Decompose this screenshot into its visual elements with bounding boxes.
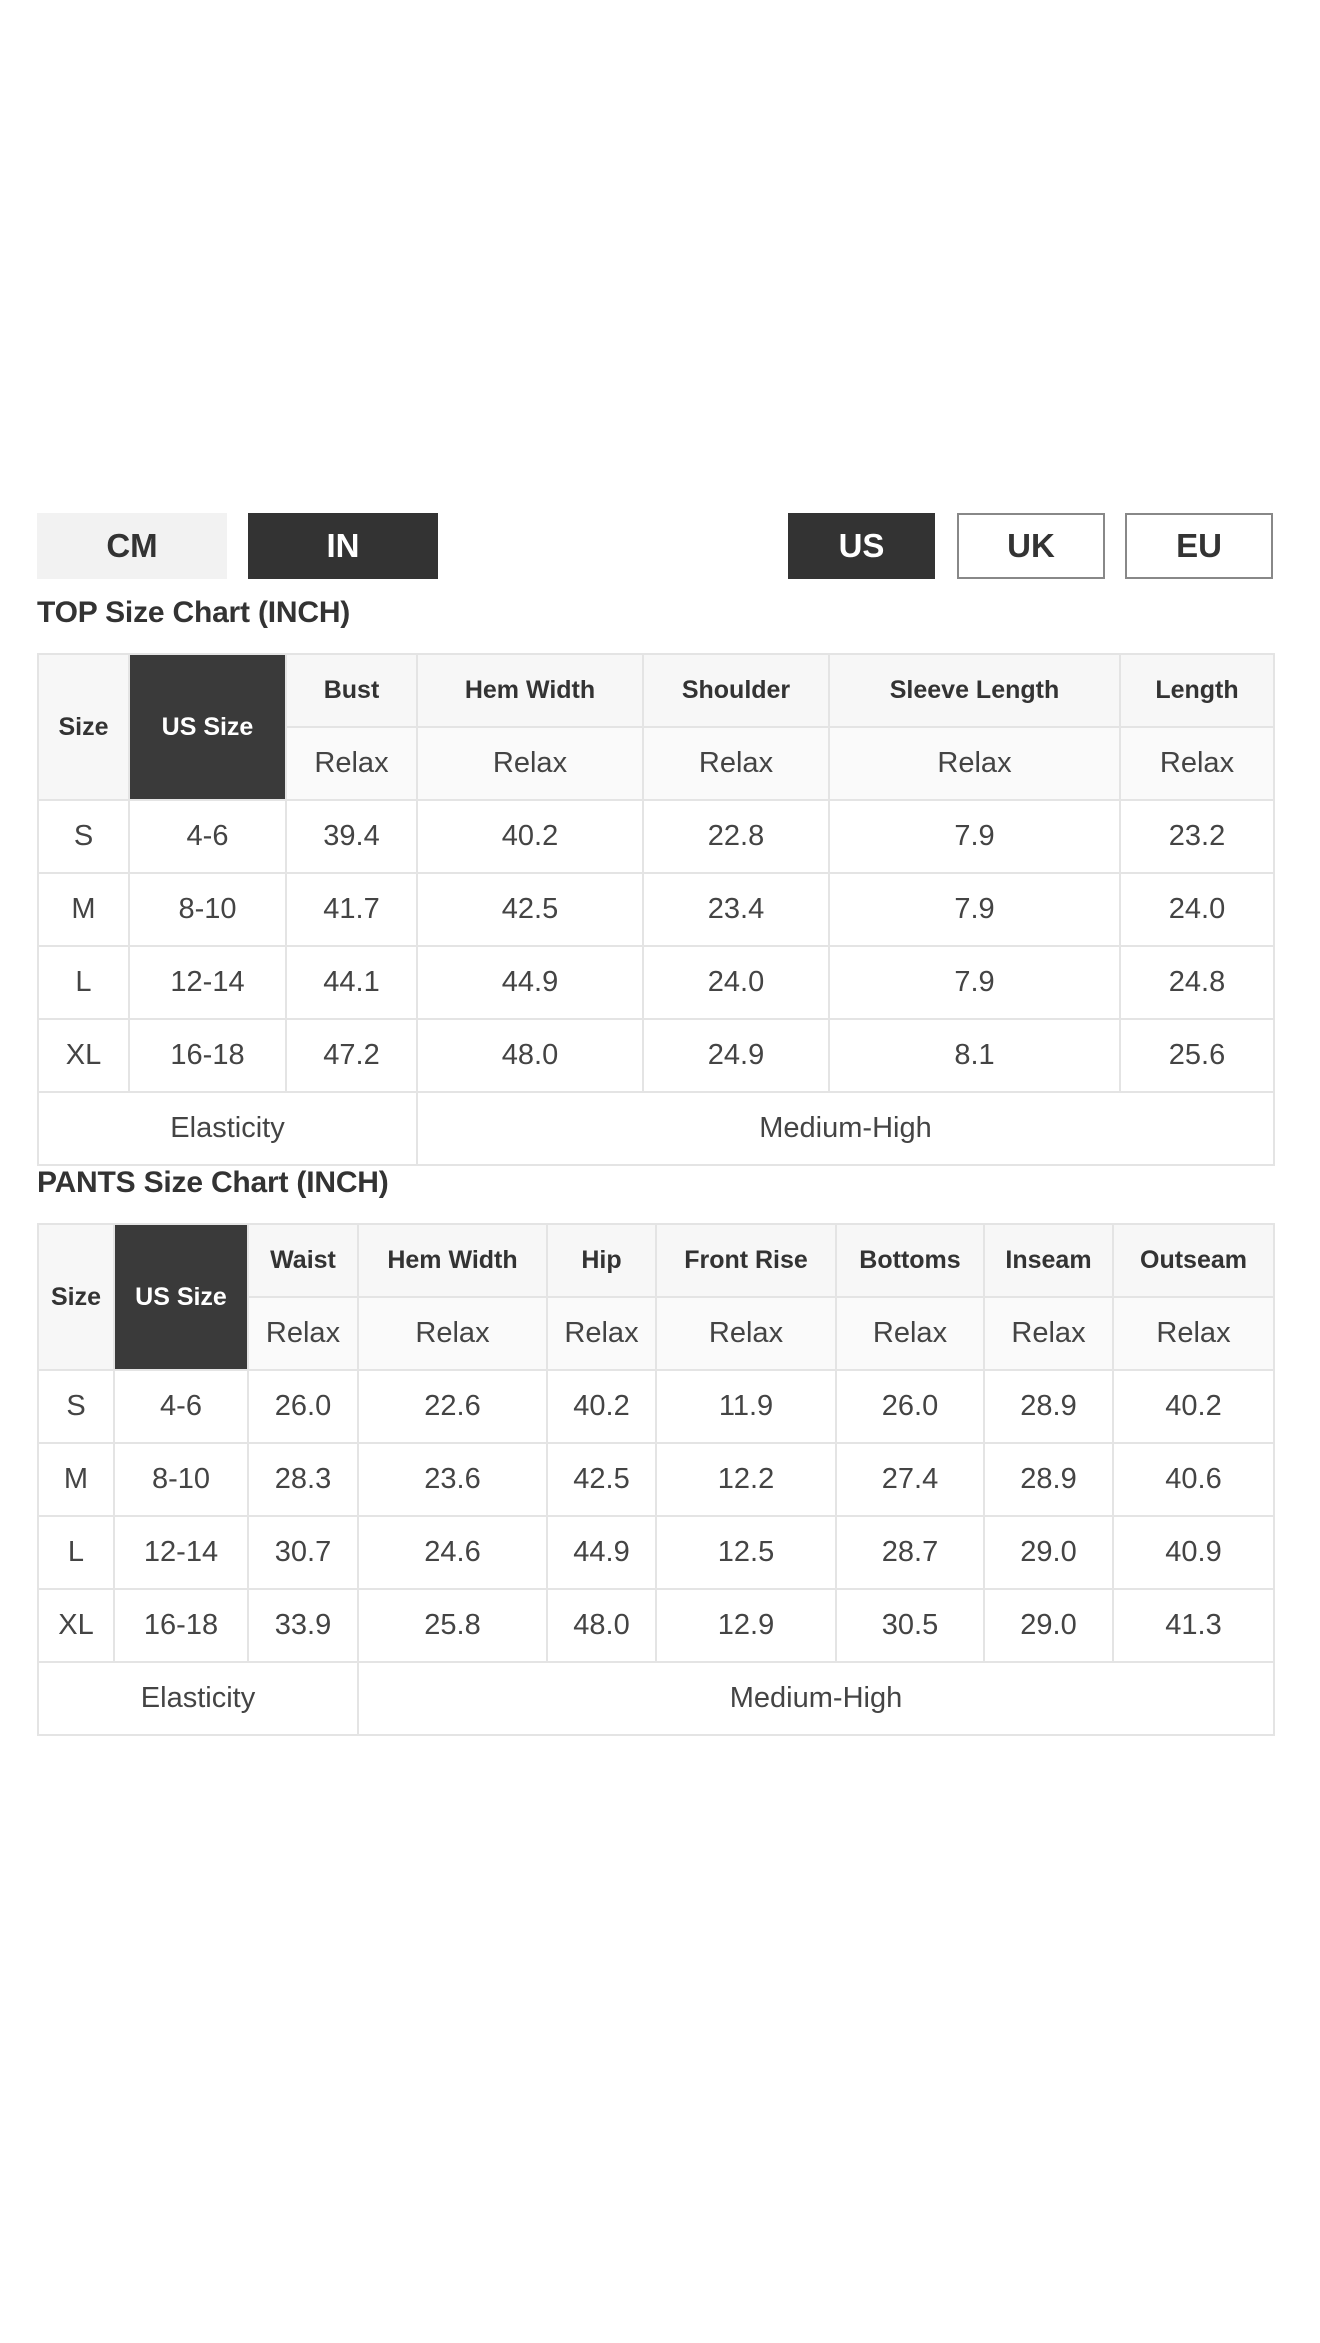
measurement-cell: 28.9: [984, 1370, 1113, 1443]
measurement-cell: 28.3: [248, 1443, 358, 1516]
measurement-cell: 7.9: [829, 873, 1120, 946]
table-row: [38, 1516, 1274, 1589]
fit-label-cell: Relax: [1120, 727, 1274, 800]
measurement-cell: 23.6: [358, 1443, 547, 1516]
elasticity-label: Elasticity: [38, 1662, 358, 1735]
size-cell: L: [38, 946, 129, 1019]
pants-chart-title: PANTS Size Chart (INCH): [37, 1166, 389, 1199]
measurement-cell: 24.8: [1120, 946, 1274, 1019]
size-cell: XL: [38, 1589, 114, 1662]
region-us-button[interactable]: US: [788, 513, 935, 579]
measurement-cell: 12.2: [656, 1443, 836, 1516]
measurement-cell: 28.9: [984, 1443, 1113, 1516]
region-uk-button[interactable]: UK: [957, 513, 1105, 579]
measurement-cell: 41.3: [1113, 1589, 1274, 1662]
table-row: [38, 946, 1274, 1019]
measurement-cell: 22.8: [643, 800, 829, 873]
measurement-header: Hip: [547, 1224, 656, 1297]
measurement-header: Hem Width: [417, 654, 643, 727]
measurement-cell: 30.7: [248, 1516, 358, 1589]
measurement-header: Waist: [248, 1224, 358, 1297]
elasticity-row: [38, 1662, 1274, 1735]
measurement-cell: 26.0: [248, 1370, 358, 1443]
us-size-cell: 12-14: [114, 1516, 248, 1589]
table-row: [38, 800, 1274, 873]
measurement-cell: 27.4: [836, 1443, 984, 1516]
elasticity-value: Medium-High: [358, 1662, 1274, 1735]
table-row: [38, 1019, 1274, 1092]
us-size-cell: 8-10: [114, 1443, 248, 1516]
us-size-cell: 12-14: [129, 946, 286, 1019]
measurement-cell: 29.0: [984, 1589, 1113, 1662]
fit-label-cell: Relax: [248, 1297, 358, 1370]
measurement-cell: 42.5: [417, 873, 643, 946]
measurement-cell: 25.8: [358, 1589, 547, 1662]
measurement-cell: 8.1: [829, 1019, 1120, 1092]
size-cell: S: [38, 1370, 114, 1443]
table-row: [38, 1589, 1274, 1662]
measurement-cell: 39.4: [286, 800, 417, 873]
measurement-header: Front Rise: [656, 1224, 836, 1297]
elasticity-label: Elasticity: [38, 1092, 417, 1165]
fit-label-cell: Relax: [1113, 1297, 1274, 1370]
pants-size-table: [37, 1223, 1275, 1736]
measurement-cell: 42.5: [547, 1443, 656, 1516]
measurement-cell: 7.9: [829, 946, 1120, 1019]
fit-label-cell: Relax: [358, 1297, 547, 1370]
measurement-cell: 24.6: [358, 1516, 547, 1589]
measurement-header: Bust: [286, 654, 417, 727]
measurement-cell: 12.9: [656, 1589, 836, 1662]
table-header-row: [38, 654, 1274, 727]
region-eu-button[interactable]: EU: [1125, 513, 1273, 579]
measurement-cell: 44.1: [286, 946, 417, 1019]
measurement-cell: 44.9: [547, 1516, 656, 1589]
elasticity-value: Medium-High: [417, 1092, 1274, 1165]
top-chart-title: TOP Size Chart (INCH): [37, 596, 351, 629]
fit-label-cell: Relax: [984, 1297, 1113, 1370]
elasticity-row: [38, 1092, 1274, 1165]
size-cell: XL: [38, 1019, 129, 1092]
unit-cm-button[interactable]: CM: [37, 513, 227, 579]
measurement-header: Length: [1120, 654, 1274, 727]
measurement-cell: 23.4: [643, 873, 829, 946]
fit-label-cell: Relax: [836, 1297, 984, 1370]
measurement-cell: 22.6: [358, 1370, 547, 1443]
measurement-header: Bottoms: [836, 1224, 984, 1297]
measurement-header: Shoulder: [643, 654, 829, 727]
measurement-cell: 12.5: [656, 1516, 836, 1589]
measurement-cell: 24.0: [1120, 873, 1274, 946]
table-row: [38, 873, 1274, 946]
measurement-cell: 33.9: [248, 1589, 358, 1662]
measurement-cell: 11.9: [656, 1370, 836, 1443]
us-size-cell: 4-6: [129, 800, 286, 873]
us-size-header: US Size: [114, 1224, 248, 1370]
measurement-cell: 44.9: [417, 946, 643, 1019]
us-size-cell: 4-6: [114, 1370, 248, 1443]
measurement-cell: 47.2: [286, 1019, 417, 1092]
measurement-header: Outseam: [1113, 1224, 1274, 1297]
top-size-table: [37, 653, 1275, 1166]
fit-label-cell: Relax: [643, 727, 829, 800]
measurement-cell: 41.7: [286, 873, 417, 946]
measurement-cell: 48.0: [417, 1019, 643, 1092]
unit-in-button[interactable]: IN: [248, 513, 438, 579]
measurement-header: Sleeve Length: [829, 654, 1120, 727]
measurement-header: Inseam: [984, 1224, 1113, 1297]
measurement-cell: 48.0: [547, 1589, 656, 1662]
size-cell: M: [38, 873, 129, 946]
measurement-cell: 40.2: [547, 1370, 656, 1443]
measurement-header: Hem Width: [358, 1224, 547, 1297]
us-size-cell: 8-10: [129, 873, 286, 946]
size-header: Size: [38, 654, 129, 800]
us-size-cell: 16-18: [129, 1019, 286, 1092]
us-size-header: US Size: [129, 654, 286, 800]
size-toggle-bar: [37, 513, 1273, 579]
measurement-cell: 40.2: [1113, 1370, 1274, 1443]
measurement-cell: 24.9: [643, 1019, 829, 1092]
measurement-cell: 30.5: [836, 1589, 984, 1662]
measurement-cell: 40.9: [1113, 1516, 1274, 1589]
size-header: Size: [38, 1224, 114, 1370]
measurement-cell: 29.0: [984, 1516, 1113, 1589]
fit-label-cell: Relax: [547, 1297, 656, 1370]
measurement-cell: 26.0: [836, 1370, 984, 1443]
measurement-cell: 7.9: [829, 800, 1120, 873]
us-size-cell: 16-18: [114, 1589, 248, 1662]
size-cell: L: [38, 1516, 114, 1589]
measurement-cell: 25.6: [1120, 1019, 1274, 1092]
measurement-cell: 28.7: [836, 1516, 984, 1589]
fit-label-cell: Relax: [656, 1297, 836, 1370]
table-header-row: [38, 1224, 1274, 1297]
measurement-cell: 23.2: [1120, 800, 1274, 873]
size-cell: M: [38, 1443, 114, 1516]
fit-label-cell: Relax: [286, 727, 417, 800]
table-row: [38, 1370, 1274, 1443]
measurement-cell: 24.0: [643, 946, 829, 1019]
size-cell: S: [38, 800, 129, 873]
fit-label-cell: Relax: [829, 727, 1120, 800]
fit-label-cell: Relax: [417, 727, 643, 800]
measurement-cell: 40.2: [417, 800, 643, 873]
table-row: [38, 1443, 1274, 1516]
measurement-cell: 40.6: [1113, 1443, 1274, 1516]
